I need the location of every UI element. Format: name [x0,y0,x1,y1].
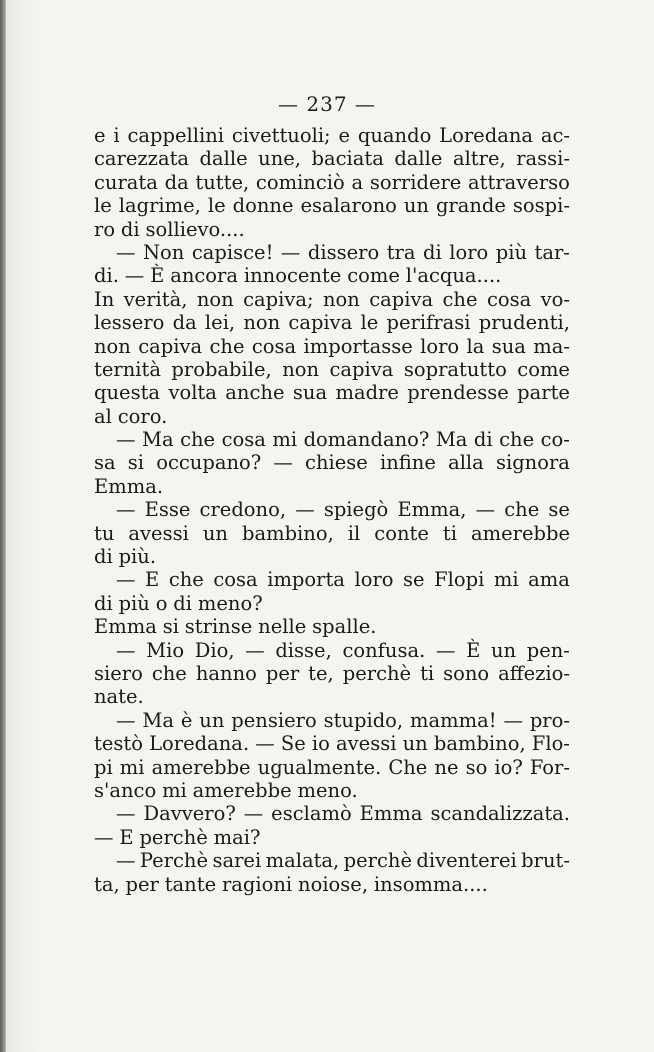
text-line: — Ma che cosa mi domandano? Ma di che co- [116,428,570,452]
text-line: ro di sollievo.... [94,217,245,241]
text-line: Emma. [94,474,164,498]
text-line: di più o di meno? [94,591,263,615]
page-number: — 237 — [278,92,376,116]
text-line: s'anco mi amerebbe meno. [94,778,358,802]
body-text [94,124,570,896]
text-line: — Ma è un pensiero stupido, mamma! — pro- [116,708,570,732]
text-line: In verità, non capiva; non capiva che cosa vo- [94,287,570,311]
text-line: — E che cosa importa loro se Flopi mi ama [116,568,570,592]
text-line: — Perchè sarei malata, perchè diventerei brut- [116,849,570,873]
text-line: — Esse credono, — spiegò Emma, — che se [116,498,570,522]
text-line: questa volta anche sua madre prendesse parte [94,381,570,405]
text-line: carezzata dalle une, baciata dalle altre, rassi- [94,147,570,171]
text-line: testò Loredana. — Se io avessi un bambino, Flo- [94,732,570,756]
text-line: siero che hanno per te, perchè ti sono affezio- [94,661,570,685]
text-line: ta, per tante ragioni noiose, insomma.... [94,872,488,896]
text-line: — Non capisce! — dissero tra di loro più tar- [116,240,570,264]
text-line: sa si occupano? — chiese infine alla signora [94,451,570,475]
text-line: pi mi amerebbe ugualmente. Che ne so io? For- [94,755,570,779]
text-line: — E perchè mai? [94,825,261,849]
text-line: curata da tutte, cominciò a sorridere attraverso [94,170,570,194]
text-line: le lagrime, le donne esalarono un grande sospi- [94,194,570,218]
text-line: di più. [94,545,157,569]
text-line: di. — È ancora innocente come l'acqua.... [94,264,502,288]
text-line: nate. [94,685,144,709]
text-line: tu avessi un bambino, il conte ti amerebbe [94,521,570,545]
text-line: — Davvero? — esclamò Emma scandalizzata. [116,802,570,826]
page-binding-edge [0,0,6,1052]
text-line: ternità probabile, non capiva sopratutto come [94,357,570,381]
text-line: non capiva che cosa importasse loro la sua ma- [94,334,570,358]
text-line: al coro. [94,404,168,428]
text-line: — Mio Dio, — disse, confusa. — È un pen- [116,638,570,662]
text-line: Emma si strinse nelle spalle. [94,615,377,639]
text-line: lessero da lei, non capiva le perifrasi prudenti, [94,311,570,335]
text-line: e i cappellini civettuoli; e quando Loredana ac- [94,124,570,147]
